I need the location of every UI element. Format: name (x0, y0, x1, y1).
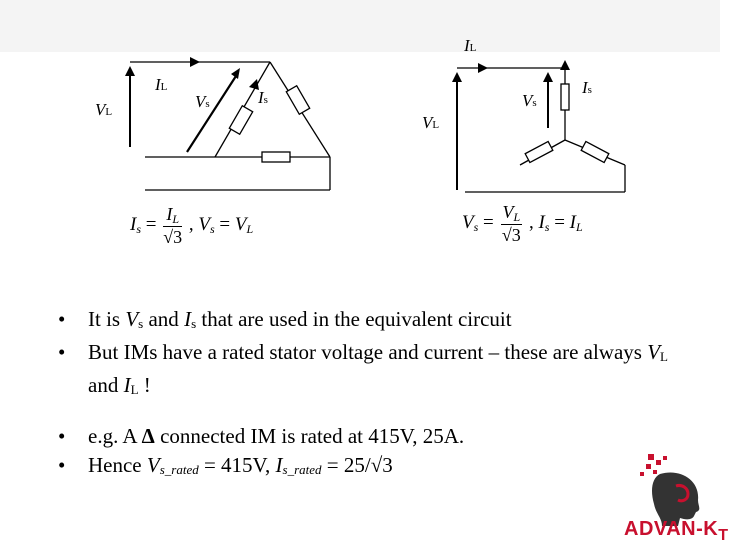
delta-line-current-label: IL (155, 75, 168, 94)
delta-fraction: $\frac{IL}{√3}$ (163, 204, 183, 247)
bullet-item: • But IMs have a rated stator voltage and current – these are always VL and IL ! (58, 340, 668, 397)
delta-formula: Is = $\frac{IL}{√3}$ , Vs = VL (130, 204, 254, 247)
bullet-marker: • (58, 424, 66, 448)
bullet-marker: • (58, 453, 66, 477)
delta-phase-current-label: Is (258, 88, 268, 107)
star-phase-voltage-label: Vs (522, 91, 537, 110)
logo-text: ADVAN-$K_T$ (624, 518, 729, 544)
bullet-item: • Hence Vs_rated = 415V, Is_rated = 25/√3 (58, 451, 698, 484)
bullet-marker: • (58, 340, 66, 364)
bullet-item: • It is Vs and Is that are used in the equivalent circuit (58, 305, 698, 338)
star-fraction: $\frac{VL}{√3}$ (501, 202, 521, 245)
star-line-current-label: IL (464, 36, 477, 55)
star-circuit (452, 60, 625, 192)
bullet-item: • e.g. A Δ connected IM is rated at 415V, 25A. (58, 422, 698, 451)
star-line-voltage-label: VL (422, 113, 440, 132)
delta-phase-voltage-label: Vs (195, 92, 210, 111)
star-formula: Vs = $\frac{VL}{√3}$ , Is = IL (462, 202, 583, 245)
star-phase-current-label: Is (582, 78, 592, 97)
delta-line-voltage-label: VL (95, 100, 113, 119)
bullet-marker: • (58, 307, 66, 331)
bullet-list (58, 305, 698, 484)
